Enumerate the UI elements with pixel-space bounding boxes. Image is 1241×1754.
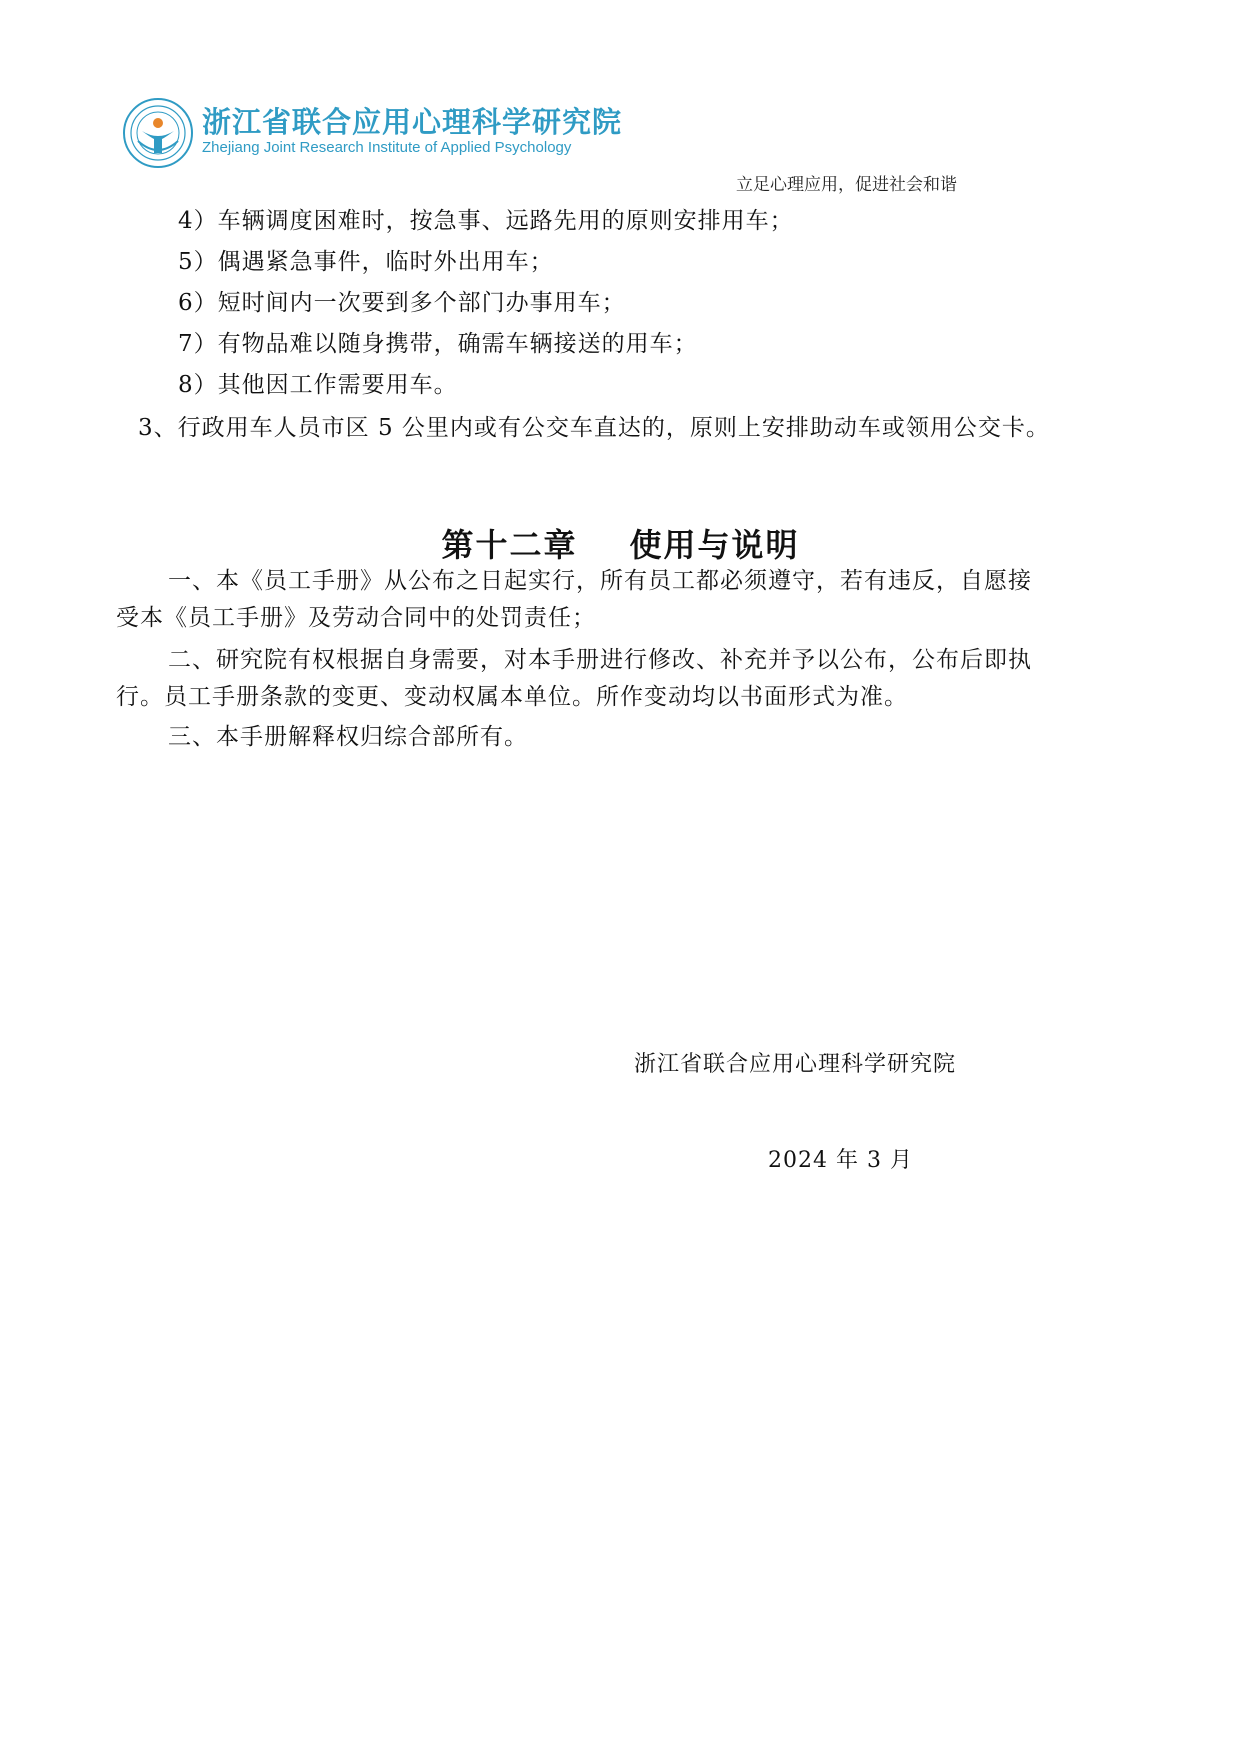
list-item: 7）有物品难以随身携带，确需车辆接送的用车；	[178, 331, 698, 357]
paragraph-3: 三、本手册解释权归综合部所有。	[168, 724, 528, 750]
chapter-number: 第十二章	[441, 526, 578, 564]
paragraph-1-line-1: 一、本《员工手册》从公布之日起实行，所有员工都必须遵守，若有违反，自愿接	[168, 568, 1032, 594]
list-item: 8）其他因工作需要用车。	[178, 372, 458, 398]
org-name-cn: 浙江省联合应用心理科学研究院	[202, 105, 623, 139]
chapter-title: 使用与说明	[629, 526, 800, 564]
chapter-heading	[0, 520, 1241, 566]
paragraph-2-line-2: 行。员工手册条款的变更、变动权属本单位。所作变动均以书面形式为准。	[116, 684, 908, 710]
paragraph-2-line-1: 二、研究院有权根据自身需要，对本手册进行修改、补充并予以公布，公布后即执	[168, 647, 1032, 673]
paragraph-1-line-2: 受本《员工手册》及劳动合同中的处罚责任；	[116, 605, 596, 631]
clause-3: 3、行政用车人员市区 5 公里内或有公交车直达的，原则上安排助动车或领用公交卡。	[138, 415, 1050, 441]
org-name-en: Zhejiang Joint Research Institute of Applied Psychology	[202, 139, 572, 156]
list-item: 5）偶遇紧急事件，临时外出用车；	[178, 249, 554, 275]
signature-date: 2024 年 3 月	[768, 1148, 913, 1173]
list-item: 6）短时间内一次要到多个部门办事用车；	[178, 290, 626, 316]
slogan: 立足心理应用，促进社会和谐	[736, 175, 957, 195]
signature-org: 浙江省联合应用心理科学研究院	[634, 1052, 957, 1077]
list-item: 4）车辆调度困难时，按急事、远路先用的原则安排用车；	[178, 208, 794, 234]
institute-seal-icon	[122, 97, 194, 169]
